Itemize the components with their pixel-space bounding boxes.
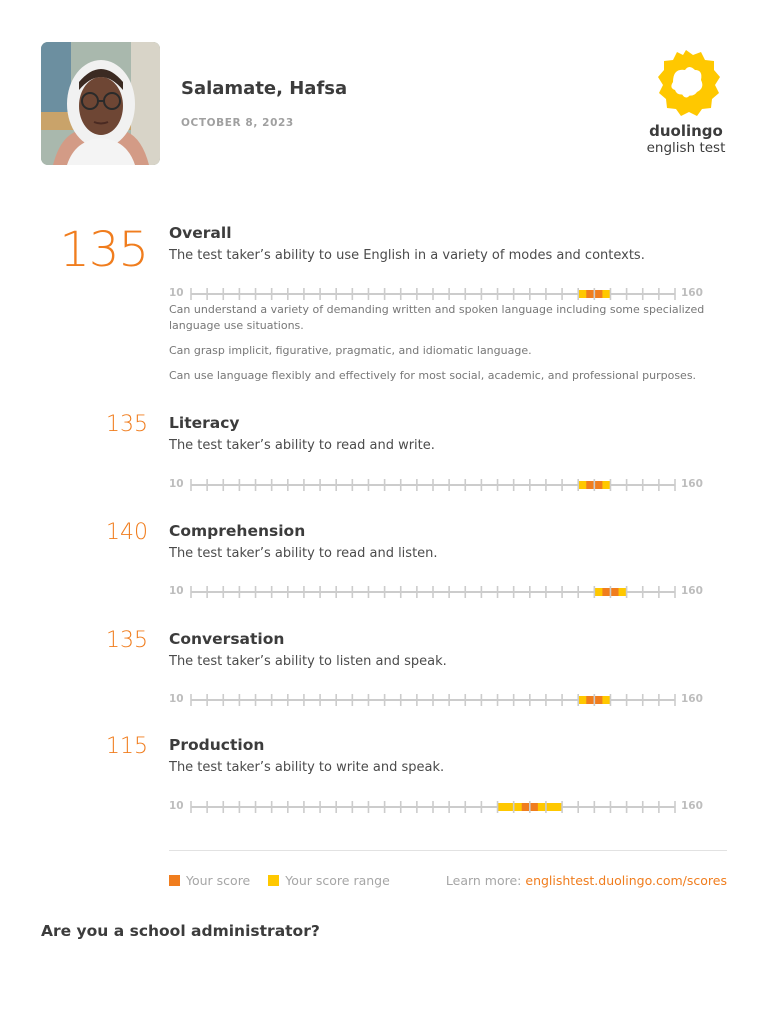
comprehension-title: Comprehension <box>169 522 306 540</box>
legend-score-label: Your score <box>186 873 251 888</box>
score-scale-bar <box>188 799 678 815</box>
conversation-description: The test taker’s ability to listen and speak. <box>169 654 447 669</box>
range-swatch <box>268 875 279 886</box>
literacy-score: 135 <box>106 412 148 437</box>
scale-min-label: 10 <box>169 800 184 812</box>
overall-description: The test taker’s ability to use English in a variety of modes and contexts. <box>169 248 645 263</box>
scale-min-label: 10 <box>169 693 184 705</box>
overall-note: Can understand a variety of demanding written and spoken language including some specialized language use situations. <box>169 303 705 332</box>
scale-max-label: 160 <box>681 478 703 490</box>
scale-max-label: 160 <box>681 693 703 705</box>
overall-note: Can use language flexibly and effectively for most social, academic, and professional purposes. <box>169 369 697 382</box>
legend-your-score <box>169 873 250 888</box>
overall-note: Can grasp implicit, figurative, pragmatic, and idiomatic language. <box>169 344 532 357</box>
literacy-description: The test taker’s ability to read and write. <box>169 438 435 453</box>
test-date: OCTOBER 8, 2023 <box>181 117 294 129</box>
scale-min-label: 10 <box>169 585 184 597</box>
overall-score-scale <box>169 286 709 302</box>
comprehension-score-scale <box>169 584 709 600</box>
score-legend <box>169 873 404 888</box>
legend-divider <box>169 850 727 851</box>
literacy-title: Literacy <box>169 414 240 432</box>
scale-max-label: 160 <box>681 585 703 597</box>
logo-wordmark: duolingo <box>649 122 723 140</box>
overall-notes <box>169 302 709 393</box>
duolingo-badge-icon <box>651 48 721 122</box>
scale-min-label: 10 <box>169 287 184 299</box>
literacy-score-scale <box>169 477 709 493</box>
logo-subtitle: english test <box>646 140 726 156</box>
score-scale-bar <box>188 584 678 600</box>
scale-max-label: 160 <box>681 800 703 812</box>
score-scale-bar <box>188 692 678 708</box>
candidate-name: Salamate, Hafsa <box>181 78 348 99</box>
conversation-score: 135 <box>106 628 148 653</box>
report-header <box>41 42 728 166</box>
production-description: The test taker’s ability to write and speak. <box>169 760 445 775</box>
production-title: Production <box>169 736 265 754</box>
candidate-photo <box>41 42 160 165</box>
score-scale-bar <box>188 477 678 493</box>
legend-your-range <box>268 873 390 888</box>
conversation-score-scale <box>169 692 709 708</box>
overall-score: 135 <box>59 222 148 278</box>
comprehension-description: The test taker’s ability to read and listen. <box>169 546 438 561</box>
production-score-scale <box>169 799 709 815</box>
learn-more <box>446 873 727 888</box>
scale-min-label: 10 <box>169 478 184 490</box>
score-swatch <box>169 875 180 886</box>
scale-max-label: 160 <box>681 287 703 299</box>
overall-title: Overall <box>169 224 232 242</box>
score-scale-bar <box>188 286 678 302</box>
learn-more-prefix: Learn more: <box>445 873 526 888</box>
legend-range-label: Your score range <box>285 873 390 888</box>
duolingo-logo <box>644 48 728 160</box>
conversation-title: Conversation <box>169 630 285 648</box>
school-admin-heading: Are you a school administrator? <box>41 922 320 940</box>
production-score: 115 <box>106 734 148 759</box>
learn-more-link[interactable]: englishtest.duolingo.com/scores <box>525 873 727 888</box>
comprehension-score: 140 <box>106 520 148 545</box>
